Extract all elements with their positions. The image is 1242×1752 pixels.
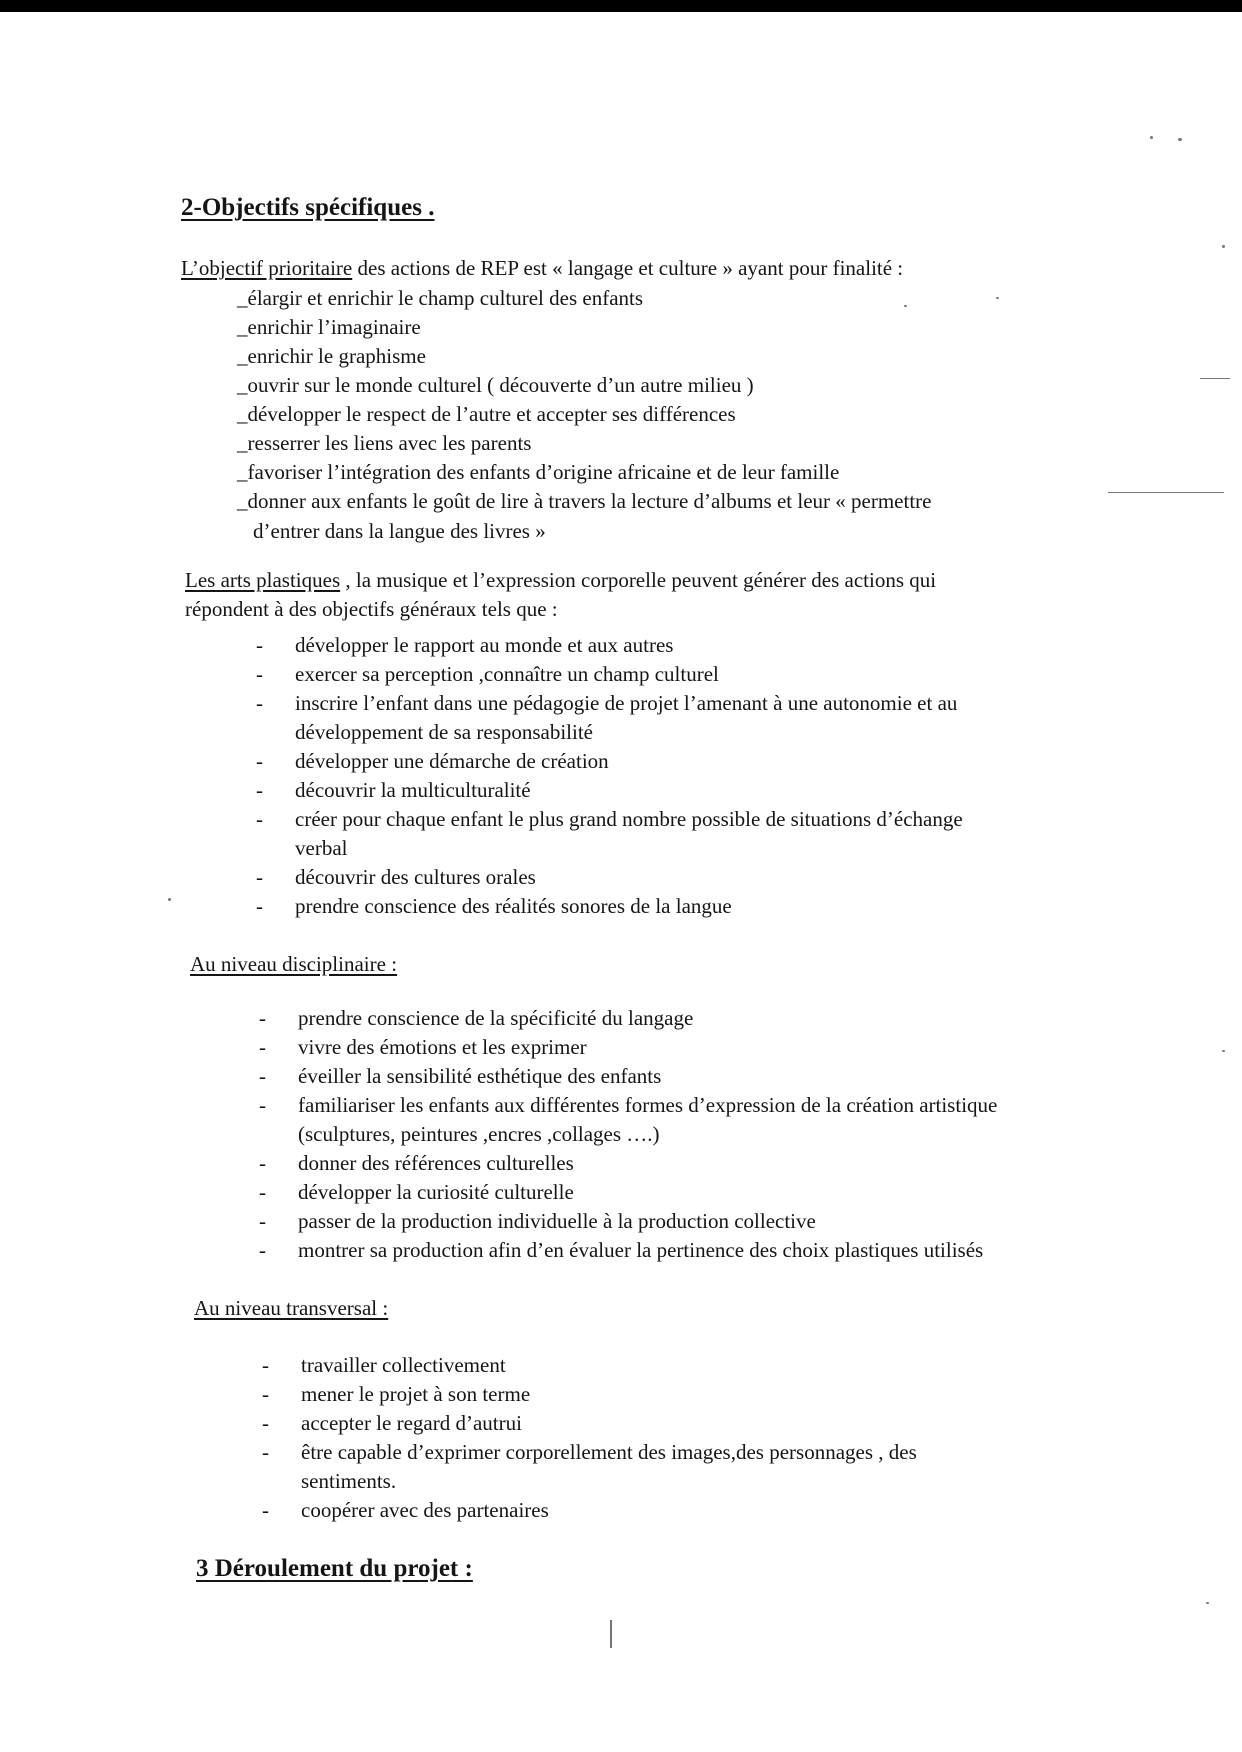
objectif-general-item xyxy=(256,805,963,834)
list-item-text: développer le respect de l’autre et accepter ses différences xyxy=(247,402,736,426)
disciplinaire-item xyxy=(259,1120,997,1149)
disciplinaire-item xyxy=(259,1033,997,1062)
list-item-text: (sculptures, peintures ,encres ,collages ….) xyxy=(298,1122,660,1146)
scan-speck xyxy=(1222,1050,1225,1052)
transversal-item xyxy=(262,1438,917,1467)
list-item-text: donner des références culturelles xyxy=(298,1151,574,1175)
transversal-item xyxy=(262,1496,917,1525)
niveau-disciplinaire-title: Au niveau disciplinaire : xyxy=(190,952,398,976)
underscore-marker: _ xyxy=(237,460,248,484)
objectif-general-item xyxy=(256,892,963,921)
list-item-text: accepter le regard d’autrui xyxy=(301,1411,522,1435)
disciplinaire-item xyxy=(259,1004,997,1033)
arts-line1-rest: , la musique et l’expression corporelle peuvent générer des actions qui xyxy=(340,568,937,592)
list-item-text: découvrir des cultures orales xyxy=(295,865,536,889)
list-item-text: favoriser l’intégration des enfants d’origine africaine et de leur famille xyxy=(247,460,840,484)
niveau-transversal-title: Au niveau transversal : xyxy=(194,1296,389,1320)
transversal-item xyxy=(262,1467,917,1496)
list-item-text: travailler collectivement xyxy=(301,1353,506,1377)
scan-speck xyxy=(904,305,907,307)
disciplinaire-item xyxy=(259,1207,997,1236)
scan-speck xyxy=(1178,138,1182,141)
finalites-continuation: d’entrer dans la langue des livres » xyxy=(253,519,546,543)
finalite-item xyxy=(237,284,931,313)
list-item-text: créer pour chaque enfant le plus grand nombre possible de situations d’échange xyxy=(295,807,963,831)
list-item-text: familiariser les enfants aux différentes formes d’expression de la création artistique xyxy=(298,1093,998,1117)
niveau-disciplinaire-list xyxy=(259,1004,997,1265)
underscore-marker: _ xyxy=(237,489,248,513)
list-item-text: développer la curiosité culturelle xyxy=(298,1180,574,1204)
finalites-list xyxy=(237,284,931,516)
objectif-general-item xyxy=(256,631,963,660)
objectif-general-item xyxy=(256,834,963,863)
finalite-item xyxy=(237,458,931,487)
objectif-general-item xyxy=(256,863,963,892)
underscore-marker: _ xyxy=(237,344,248,368)
transversal-item xyxy=(262,1351,917,1380)
finalite-item xyxy=(237,400,931,429)
finalite-item xyxy=(237,487,931,516)
list-item-text: coopérer avec des partenaires xyxy=(301,1498,549,1522)
arts-line2: répondent à des objectifs généraux tels que : xyxy=(185,597,558,621)
scan-mark xyxy=(1200,378,1230,379)
list-item-text: enrichir l’imaginaire xyxy=(247,315,421,339)
list-item-text: resserrer les liens avec les parents xyxy=(247,431,532,455)
objectif-general-item xyxy=(256,776,963,805)
scan-speck xyxy=(1222,245,1225,248)
list-item-text: mener le projet à son terme xyxy=(301,1382,531,1406)
list-item-text: inscrire l’enfant dans une pédagogie de projet l’amenant à une autonomie et au xyxy=(295,691,958,715)
list-item-text: exercer sa perception ,connaître un champ culturel xyxy=(295,662,719,686)
scan-dotted-line xyxy=(1108,492,1224,493)
underscore-marker: _ xyxy=(237,373,248,397)
finalite-item xyxy=(237,429,931,458)
niveau-transversal-list xyxy=(262,1351,917,1525)
objectif-general-item xyxy=(256,718,963,747)
finalite-item xyxy=(237,342,931,371)
list-item-text: développer le rapport au monde et aux autres xyxy=(295,633,674,657)
list-item-text: verbal xyxy=(295,836,348,860)
list-item-text: découvrir la multiculturalité xyxy=(295,778,531,802)
list-item-text: développer une démarche de création xyxy=(295,749,609,773)
heading-objectifs-specifiques: 2-Objectifs spécifiques . xyxy=(181,194,435,221)
list-item-text: sentiments. xyxy=(301,1469,397,1493)
scan-speck xyxy=(1150,136,1153,139)
intro-paragraph xyxy=(181,254,903,283)
list-item-text: prendre conscience des réalités sonores de la langue xyxy=(295,894,732,918)
underscore-marker: _ xyxy=(237,315,248,339)
underscore-marker: _ xyxy=(237,286,248,310)
intro-underlined: L’objectif prioritaire xyxy=(181,256,353,280)
scan-speck xyxy=(168,898,171,901)
intro-rest: des actions de REP est « langage et culture » ayant pour finalité : xyxy=(352,256,904,280)
objectif-general-item xyxy=(256,689,963,718)
list-item-text: être capable d’exprimer corporellement des images,des personnages , des xyxy=(301,1440,917,1464)
list-item-text: passer de la production individuelle à la production collective xyxy=(298,1209,816,1233)
heading-deroulement: 3 Déroulement du projet : xyxy=(196,1555,473,1582)
objectifs-generaux-list xyxy=(256,631,963,921)
objectif-general-item xyxy=(256,747,963,776)
scan-speck xyxy=(996,297,999,299)
list-item-text: enrichir le graphisme xyxy=(247,344,426,368)
disciplinaire-item xyxy=(259,1149,997,1178)
underscore-marker: _ xyxy=(237,431,248,455)
list-item-text: vivre des émotions et les exprimer xyxy=(298,1035,587,1059)
scan-speck xyxy=(1206,1602,1209,1604)
transversal-item xyxy=(262,1409,917,1438)
arts-paragraph xyxy=(185,566,936,624)
list-item-text: donner aux enfants le goût de lire à travers la lecture d’albums et leur « permettre xyxy=(247,489,932,513)
scan-mark xyxy=(610,1620,612,1648)
finalite-item xyxy=(237,371,931,400)
transversal-item xyxy=(262,1380,917,1409)
disciplinaire-item xyxy=(259,1178,997,1207)
arts-underlined: Les arts plastiques xyxy=(185,568,341,592)
list-item-text: éveiller la sensibilité esthétique des enfants xyxy=(298,1064,662,1088)
disciplinaire-item xyxy=(259,1062,997,1091)
list-item-text: prendre conscience de la spécificité du langage xyxy=(298,1006,694,1030)
list-item-text: élargir et enrichir le champ culturel des enfants xyxy=(247,286,644,310)
disciplinaire-item xyxy=(259,1236,997,1265)
objectif-general-item xyxy=(256,660,963,689)
underscore-marker: _ xyxy=(237,402,248,426)
list-item-text: montrer sa production afin d’en évaluer la pertinence des choix plastiques utilisés xyxy=(298,1238,984,1262)
list-item-text: développement de sa responsabilité xyxy=(295,720,593,744)
disciplinaire-item xyxy=(259,1091,997,1120)
finalite-item xyxy=(237,313,931,342)
list-item-text: ouvrir sur le monde culturel ( découverte d’un autre milieu ) xyxy=(247,373,754,397)
